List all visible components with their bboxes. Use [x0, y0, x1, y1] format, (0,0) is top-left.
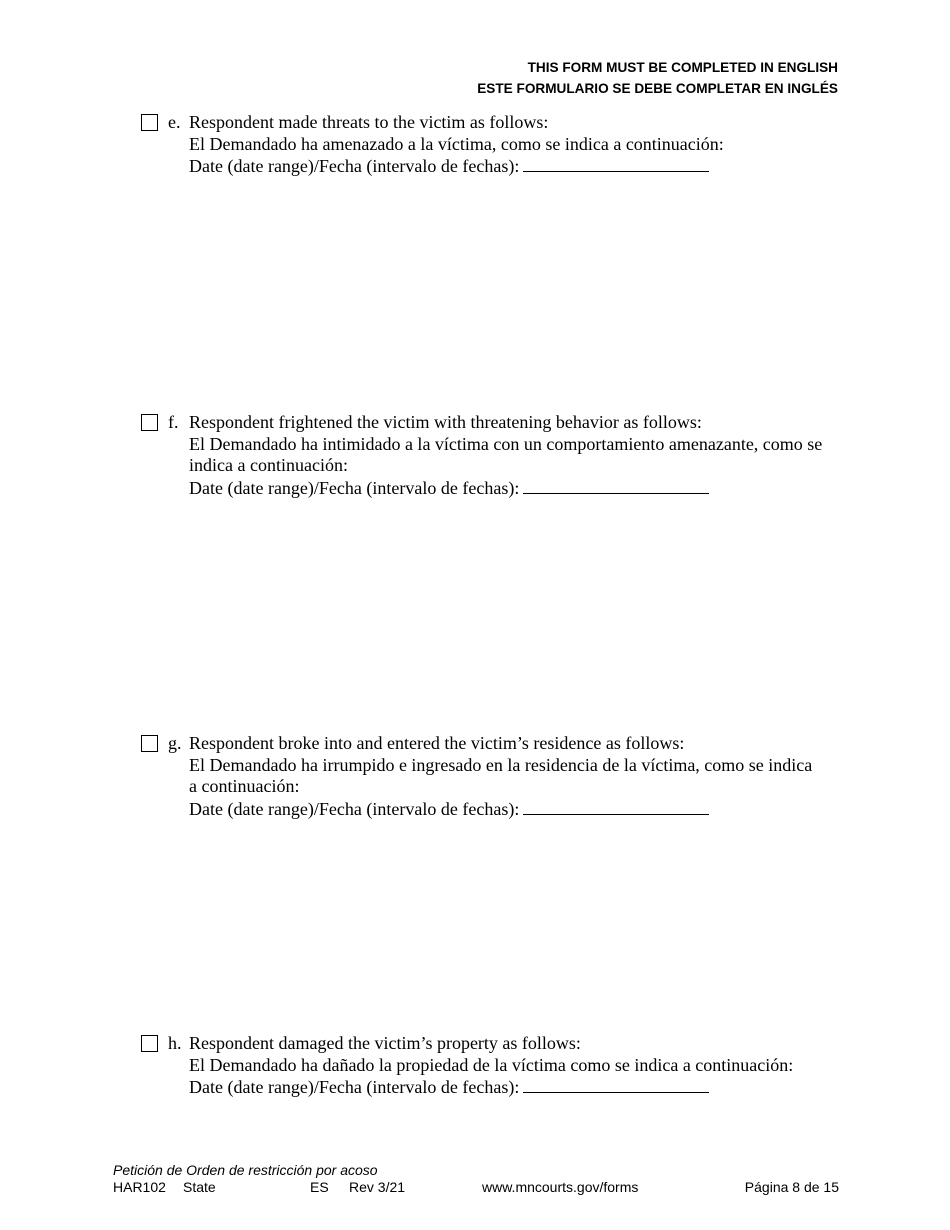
- item-text: [189, 1033, 851, 1099]
- item-line-spanish: El Demandado ha amenazado a la víctima, como se indica a continuación:: [189, 133, 724, 154]
- item-line-spanish: El Demandado ha irrumpido e ingresado en la residencia de la víctima, como se indica: [189, 754, 813, 775]
- item-line-spanish-cont: indica a continuación:: [189, 455, 348, 475]
- checkbox-item-e[interactable]: [141, 114, 158, 131]
- item-text: [189, 412, 851, 499]
- item-line-spanish: El Demandado ha dañado la propiedad de la víctima como se indica a continuación:: [189, 1054, 794, 1075]
- page-footer: [113, 1162, 839, 1196]
- footer-revision: Rev 3/21: [349, 1179, 406, 1195]
- checkbox-item-h[interactable]: [141, 1035, 158, 1052]
- date-range-row: [189, 477, 851, 500]
- date-range-field[interactable]: [523, 477, 709, 494]
- item-letter: f.: [168, 412, 179, 432]
- date-range-row: [189, 798, 851, 821]
- footer-language: ES: [310, 1179, 329, 1195]
- header-english-notice: THIS FORM MUST BE COMPLETED IN ENGLISH: [527, 60, 838, 75]
- item-line-english: Respondent made threats to the victim as follows:: [189, 112, 549, 132]
- item-line-english: Respondent broke into and entered the victim’s residence as follows:: [189, 733, 685, 753]
- item-letter: h.: [168, 1033, 182, 1053]
- date-range-label: Date (date range)/Fecha (intervalo de fechas):: [189, 1077, 520, 1097]
- checkbox-item-g[interactable]: [141, 735, 158, 752]
- date-range-label: Date (date range)/Fecha (intervalo de fechas):: [189, 477, 520, 498]
- date-range-row: [189, 1076, 851, 1099]
- item-line-english: Respondent frightened the victim with threatening behavior as follows:: [189, 412, 702, 432]
- footer-page-number: Página 8 de 15: [744, 1179, 839, 1195]
- item-letter: g.: [168, 733, 182, 753]
- date-range-label: Date (date range)/Fecha (intervalo de fechas):: [189, 156, 520, 176]
- item-line-spanish-cont: a continuación:: [189, 776, 300, 796]
- item-text: [189, 112, 851, 178]
- form-header: [477, 57, 838, 99]
- date-range-field[interactable]: [523, 155, 709, 172]
- footer-website-link[interactable]: www.mncourts.gov/forms: [482, 1179, 639, 1195]
- header-spanish-notice: ESTE FORMULARIO SE DEBE COMPLETAR EN INGLÉS: [477, 81, 838, 96]
- date-range-field[interactable]: [523, 798, 709, 815]
- checkbox-item-f[interactable]: [141, 414, 158, 431]
- date-range-field[interactable]: [523, 1076, 709, 1093]
- footer-form-title: Petición de Orden de restricción por acoso: [113, 1162, 378, 1178]
- footer-info-row: [113, 1179, 839, 1196]
- item-line-english: Respondent damaged the victim’s property as follows:: [189, 1033, 581, 1053]
- footer-form-code: HAR102: [113, 1179, 166, 1195]
- footer-state: State: [183, 1179, 216, 1195]
- item-letter: e.: [168, 112, 181, 132]
- item-text: [189, 733, 851, 820]
- date-range-row: [189, 155, 851, 178]
- date-range-label: Date (date range)/Fecha (intervalo de fechas):: [189, 798, 520, 819]
- item-line-spanish: El Demandado ha intimidado a la víctima con un comportamiento amenazante, como se: [189, 433, 823, 454]
